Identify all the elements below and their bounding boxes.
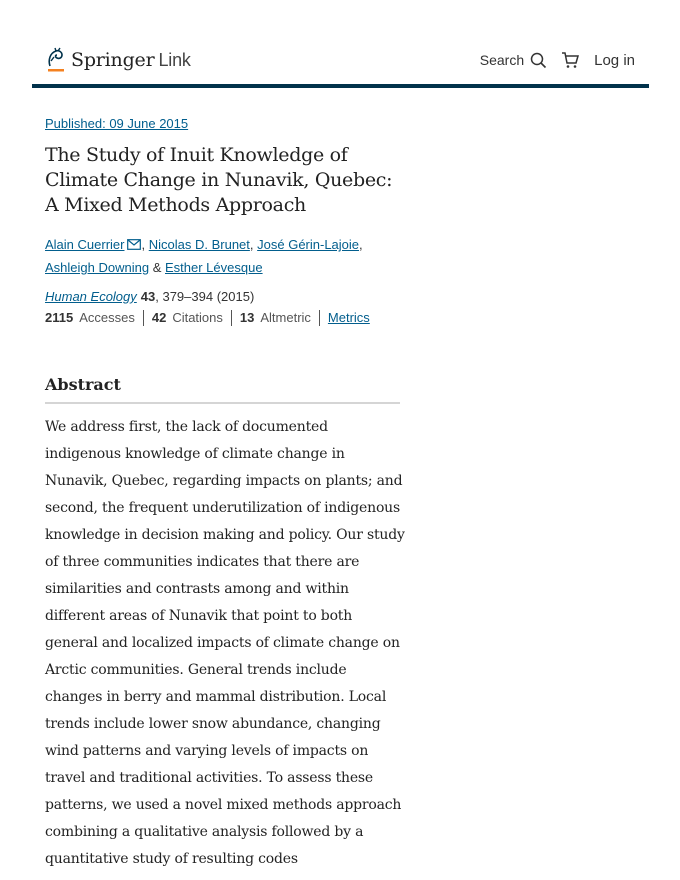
article-title: The Study of Inuit Knowledge of Climate Change in Nunavik, Quebec: A Mixed Methods Approach	[45, 144, 393, 216]
author-separator: ,	[359, 237, 363, 252]
accesses-label: Accesses	[79, 310, 135, 325]
accesses-metric	[45, 310, 143, 326]
journal-volume: 43	[140, 289, 156, 304]
logo-suffix: Link	[158, 50, 191, 70]
search-icon	[530, 52, 547, 69]
journal-link[interactable]: Human Ecology	[45, 289, 137, 304]
logo-wordmark	[71, 49, 191, 71]
citations-label: Citations	[172, 310, 223, 325]
author-link[interactable]: José Gérin-Lajoie	[257, 237, 360, 252]
author-separator: ,	[249, 237, 254, 252]
search-label: Search	[479, 52, 525, 68]
author-link[interactable]: Nicolas D. Brunet	[148, 237, 250, 252]
author-link[interactable]: Alain Cuerrier	[45, 237, 125, 252]
logo-brand: Springer	[71, 49, 155, 71]
author-ampersand: &	[152, 260, 162, 275]
altmetric-label: Altmetric	[260, 310, 311, 325]
springer-horse-icon	[45, 47, 67, 73]
citations-count: 42	[151, 310, 167, 325]
accesses-count: 2115	[45, 310, 74, 325]
site-header	[32, 40, 649, 88]
author-link[interactable]: Ashleigh Downing	[45, 260, 150, 275]
altmetric-count: 13	[239, 310, 255, 325]
abstract-text: We address first, the lack of documented indigenous knowledge of climate change in Nunavik, Quebec, regarding impacts on plants; and second, the frequent underutilization of indigenous knowledge in decision making and policy. Our study of three communities indicates that there are similarities and contrasts among and within different areas of Nunavik that point to both general and localized impacts of climate change on Arctic communities. General trends include changes in berry and mammal distribution. Local trends include lower snow abundance, changing wind patterns and varying levels of impacts on travel and traditional activities. To assess these patterns, we used a novel mixed methods approach combining a qualitative analysis followed by a quantitative study of resulting codes	[45, 419, 405, 867]
author-link[interactable]: Esther Lévesque	[165, 260, 263, 275]
altmetric-metric	[231, 310, 319, 326]
search-button[interactable]	[480, 52, 547, 69]
journal-citation	[45, 289, 405, 304]
author-list	[45, 233, 405, 279]
article-metrics	[45, 310, 405, 326]
article-header	[45, 115, 405, 326]
published-date[interactable]: Published: 09 June 2015	[45, 116, 189, 131]
login-link[interactable]: Log in	[594, 51, 635, 69]
journal-pages: , 379–394 (2015)	[155, 289, 255, 304]
cart-button[interactable]	[561, 51, 580, 69]
shopping-cart-icon	[561, 51, 580, 69]
author-separator: ,	[141, 237, 146, 252]
header-actions	[480, 48, 635, 72]
metrics-link[interactable]: Metrics	[319, 310, 370, 326]
citations-metric	[143, 310, 231, 326]
mail-icon[interactable]	[127, 239, 141, 250]
abstract-heading: Abstract	[45, 375, 400, 404]
springer-link-logo[interactable]	[45, 46, 191, 74]
